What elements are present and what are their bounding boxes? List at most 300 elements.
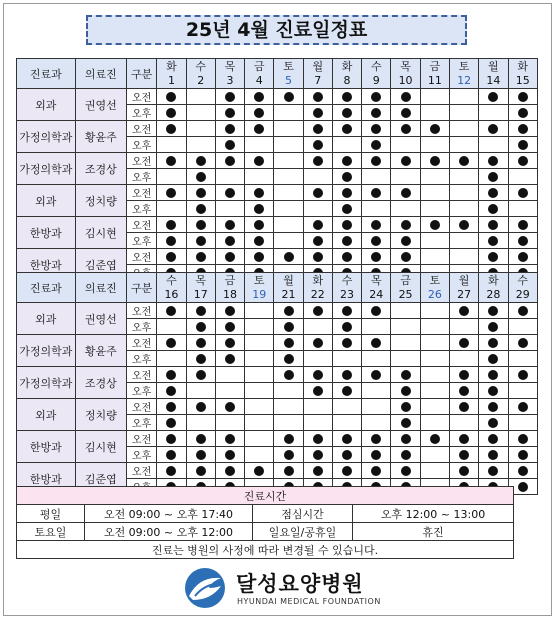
- schedule-cell: [420, 367, 449, 383]
- schedule-cell: [157, 249, 186, 265]
- schedule-header-row: [17, 59, 538, 89]
- date-number: 18: [222, 287, 237, 301]
- schedule-cell: [508, 137, 538, 153]
- department-cell: 외과: [17, 303, 76, 335]
- schedule-cell: [449, 463, 478, 479]
- schedule-cell: [186, 303, 215, 319]
- schedule-cell: [215, 217, 244, 233]
- schedule-cell: [449, 335, 478, 351]
- schedule-cell: [362, 399, 391, 415]
- date-number: 23: [340, 287, 355, 301]
- schedule-cell: [479, 217, 508, 233]
- schedule-cell: [449, 137, 478, 153]
- clinic-open-dot: [488, 220, 498, 230]
- schedule-cell: [420, 383, 449, 399]
- schedule-cell: [157, 217, 186, 233]
- holiday-label: 일요일/공휴일: [253, 523, 353, 541]
- date-number: 21: [281, 287, 296, 301]
- clinic-open-dot: [225, 402, 235, 412]
- doctor-header: 의료진: [75, 273, 126, 303]
- clinic-open-dot: [371, 434, 381, 444]
- clinic-open-dot: [518, 402, 528, 412]
- am-label: 오전: [127, 399, 157, 415]
- schedule-cell: [332, 367, 361, 383]
- date-number: 29: [515, 287, 530, 301]
- schedule-cell: [215, 463, 244, 479]
- schedule-cell: [479, 335, 508, 351]
- clinic-open-dot: [254, 156, 264, 166]
- date-number: 19: [252, 287, 267, 301]
- schedule-cell: [157, 201, 186, 217]
- foundation-name: HYUNDAI MEDICAL FOUNDATION: [237, 597, 381, 606]
- schedule-cell: [157, 137, 186, 153]
- schedule-cell: [332, 431, 361, 447]
- schedule-cell: [508, 303, 538, 319]
- schedule-cell: [332, 89, 361, 105]
- schedule-cell: [391, 303, 420, 319]
- schedule-cell: [362, 249, 391, 265]
- clinic-open-dot: [225, 466, 235, 476]
- schedule-cell: [274, 303, 303, 319]
- schedule-cell: [303, 217, 332, 233]
- clinic-open-dot: [313, 140, 323, 150]
- clinic-open-dot: [196, 236, 206, 246]
- schedule-cell: [508, 383, 538, 399]
- clinic-open-dot: [488, 354, 498, 364]
- clinic-open-dot: [518, 108, 528, 118]
- schedule-cell: [420, 185, 449, 201]
- weekday-label: 금: [224, 273, 236, 287]
- clinic-open-dot: [166, 92, 176, 102]
- weekday-label: 수: [370, 59, 382, 73]
- clinic-open-dot: [342, 450, 352, 460]
- schedule-cell: [332, 399, 361, 415]
- schedule-cell: [420, 303, 449, 319]
- pm-label: 오후: [127, 415, 157, 431]
- am-label: 오전: [127, 185, 157, 201]
- clinic-open-dot: [401, 252, 411, 262]
- schedule-cell: [274, 201, 303, 217]
- schedule-table-first-half: [16, 58, 538, 281]
- schedule-cell: [449, 383, 478, 399]
- schedule-cell: [362, 319, 391, 335]
- schedule-cell: [303, 153, 332, 169]
- schedule-cell: [479, 303, 508, 319]
- schedule-change-notice: 진료는 병원의 사정에 따라 변경될 수 있습니다.: [17, 541, 514, 559]
- clinic-open-dot: [254, 466, 264, 476]
- schedule-cell: [391, 351, 420, 367]
- date-number: 5: [285, 73, 292, 87]
- clinic-open-dot: [401, 434, 411, 444]
- clinic-open-dot: [196, 434, 206, 444]
- schedule-cell: [391, 169, 420, 185]
- lunch-label: 점심시간: [253, 505, 353, 523]
- clinic-open-dot: [284, 434, 294, 444]
- schedule-cell: [245, 249, 274, 265]
- clinic-open-dot: [313, 124, 323, 134]
- am-label: 오전: [127, 431, 157, 447]
- pm-label: 오후: [127, 447, 157, 463]
- date-number: 14: [486, 73, 501, 87]
- schedule-cell: [420, 121, 449, 137]
- clinic-open-dot: [342, 322, 352, 332]
- schedule-cell: [449, 367, 478, 383]
- clinic-open-dot: [313, 450, 323, 460]
- schedule-cell: [508, 249, 538, 265]
- schedule-cell: [332, 233, 361, 249]
- schedule-cell: [186, 153, 215, 169]
- schedule-cell: [420, 319, 449, 335]
- date-number: 17: [193, 287, 208, 301]
- schedule-cell: [186, 383, 215, 399]
- schedule-cell: [186, 121, 215, 137]
- schedule-cell: [332, 201, 361, 217]
- doctor-name-cell: 조경상: [75, 367, 126, 399]
- date-number: 3: [226, 73, 234, 87]
- clinic-open-dot: [284, 306, 294, 316]
- schedule-cell: [420, 463, 449, 479]
- clinic-open-dot: [166, 434, 176, 444]
- clinic-hours-table: [16, 486, 514, 559]
- am-label: 오전: [127, 121, 157, 137]
- schedule-cell: [215, 367, 244, 383]
- doctor-am-row: [17, 335, 538, 351]
- schedule-cell: [186, 249, 215, 265]
- department-cell: 외과: [17, 89, 76, 121]
- schedule-cell: [274, 153, 303, 169]
- clinic-open-dot: [488, 124, 498, 134]
- schedule-cell: [186, 463, 215, 479]
- clinic-open-dot: [488, 386, 498, 396]
- schedule-cell: [215, 319, 244, 335]
- schedule-cell: [303, 319, 332, 335]
- schedule-cell: [157, 121, 186, 137]
- clinic-open-dot: [284, 466, 294, 476]
- weekday-label: 수: [166, 273, 177, 287]
- schedule-cell: [391, 249, 420, 265]
- date-number: 24: [369, 287, 384, 301]
- doctor-am-row: [17, 121, 538, 137]
- schedule-cell: [479, 169, 508, 185]
- clinic-open-dot: [284, 450, 294, 460]
- schedule-cell: [157, 463, 186, 479]
- clinic-open-dot: [166, 338, 176, 348]
- weekday-label: 화: [166, 59, 177, 73]
- schedule-cell: [332, 447, 361, 463]
- schedule-cell: [332, 319, 361, 335]
- weekday-label: 목: [400, 59, 411, 73]
- clinic-open-dot: [430, 434, 440, 444]
- clinic-open-dot: [459, 466, 469, 476]
- schedule-cell: [303, 303, 332, 319]
- schedule-cell: [303, 169, 332, 185]
- weekday-label: 금: [429, 59, 441, 73]
- pm-label: 오후: [127, 169, 157, 185]
- clinic-open-dot: [401, 92, 411, 102]
- page-title: 25년 4월 진료일정표: [86, 15, 467, 45]
- schedule-cell: [245, 105, 274, 121]
- schedule-cell: [186, 169, 215, 185]
- schedule-cell: [157, 351, 186, 367]
- doctor-am-row: [17, 463, 538, 479]
- schedule-cell: [274, 169, 303, 185]
- schedule-cell: [186, 351, 215, 367]
- schedule-cell: [245, 415, 274, 431]
- schedule-cell: [391, 447, 420, 463]
- am-label: 오전: [127, 89, 157, 105]
- doctor-am-row: [17, 153, 538, 169]
- clinic-open-dot: [284, 252, 294, 262]
- schedule-cell: [479, 383, 508, 399]
- schedule-cell: [362, 185, 391, 201]
- clinic-hours-title: 진료시간: [17, 487, 514, 505]
- clinic-open-dot: [342, 236, 352, 246]
- schedule-cell: [391, 185, 420, 201]
- schedule-cell: [303, 185, 332, 201]
- clinic-open-dot: [342, 188, 352, 198]
- schedule-cell: [245, 399, 274, 415]
- department-cell: 외과: [17, 399, 76, 431]
- clinic-open-dot: [225, 188, 235, 198]
- schedule-cell: [508, 447, 538, 463]
- doctor-am-row: [17, 217, 538, 233]
- clinic-open-dot: [166, 386, 176, 396]
- clinic-open-dot: [518, 434, 528, 444]
- schedule-cell: [391, 137, 420, 153]
- clinic-open-dot: [225, 156, 235, 166]
- clinic-open-dot: [401, 418, 411, 428]
- schedule-cell: [362, 335, 391, 351]
- date-number: 26: [427, 287, 442, 301]
- clinic-open-dot: [401, 402, 411, 412]
- schedule-cell: [303, 351, 332, 367]
- clinic-open-dot: [284, 354, 294, 364]
- schedule-cell: [274, 351, 303, 367]
- clinic-open-dot: [196, 450, 206, 460]
- schedule-cell: [449, 351, 478, 367]
- schedule-cell: [479, 233, 508, 249]
- schedule-cell: [391, 415, 420, 431]
- date-number: 2: [197, 73, 205, 87]
- clinic-open-dot: [225, 140, 235, 150]
- schedule-cell: [420, 249, 449, 265]
- am-label: 오전: [127, 367, 157, 383]
- schedule-cell: [332, 383, 361, 399]
- schedule-cell: [449, 431, 478, 447]
- doctor-am-row: [17, 89, 538, 105]
- date-header-cell: [362, 59, 391, 89]
- schedule-cell: [274, 415, 303, 431]
- schedule-cell: [303, 431, 332, 447]
- clinic-open-dot: [401, 156, 411, 166]
- clinic-open-dot: [284, 322, 294, 332]
- clinic-open-dot: [225, 306, 235, 316]
- schedule-cell: [157, 169, 186, 185]
- schedule-cell: [303, 367, 332, 383]
- clinic-open-dot: [254, 236, 264, 246]
- schedule-cell: [303, 137, 332, 153]
- clinic-open-dot: [371, 92, 381, 102]
- doctor-name-cell: 김시현: [75, 217, 126, 249]
- schedule-cell: [245, 303, 274, 319]
- clinic-open-dot: [488, 252, 498, 262]
- date-header-cell: [303, 59, 332, 89]
- date-number: 1: [167, 73, 175, 87]
- schedule-cell: [186, 201, 215, 217]
- clinic-open-dot: [166, 306, 176, 316]
- schedule-cell: [274, 217, 303, 233]
- clinic-open-dot: [254, 108, 264, 118]
- schedule-cell: [245, 201, 274, 217]
- weekday-label: 월: [488, 59, 499, 73]
- schedule-cell: [245, 153, 274, 169]
- schedule-cell: [215, 201, 244, 217]
- schedule-cell: [274, 399, 303, 415]
- clinic-open-dot: [166, 108, 176, 118]
- clinic-open-dot: [342, 92, 352, 102]
- schedule-cell: [215, 447, 244, 463]
- schedule-cell: [391, 335, 420, 351]
- clinic-open-dot: [196, 188, 206, 198]
- doctor-am-row: [17, 367, 538, 383]
- schedule-cell: [391, 105, 420, 121]
- schedule-cell: [186, 233, 215, 249]
- clinic-open-dot: [518, 252, 528, 262]
- department-cell: 한방과: [17, 431, 76, 463]
- schedule-cell: [215, 169, 244, 185]
- schedule-cell: [215, 303, 244, 319]
- schedule-cell: [157, 319, 186, 335]
- clinic-open-dot: [459, 306, 469, 316]
- clinic-open-dot: [313, 220, 323, 230]
- clinic-open-dot: [196, 306, 206, 316]
- schedule-cell: [186, 367, 215, 383]
- schedule-cell: [508, 185, 538, 201]
- schedule-cell: [332, 335, 361, 351]
- schedule-cell: [274, 249, 303, 265]
- department-cell: 한방과: [17, 217, 76, 249]
- clinic-open-dot: [488, 370, 498, 380]
- schedule-cell: [245, 447, 274, 463]
- date-number: 4: [255, 73, 263, 87]
- schedule-cell: [391, 201, 420, 217]
- schedule-cell: [332, 463, 361, 479]
- schedule-cell: [508, 463, 538, 479]
- clinic-open-dot: [430, 156, 440, 166]
- pm-label: 오후: [127, 351, 157, 367]
- clinic-open-dot: [313, 156, 323, 166]
- schedule-cell: [508, 89, 538, 105]
- schedule-cell: [508, 153, 538, 169]
- schedule-header-row: [17, 273, 538, 303]
- date-number: 15: [515, 73, 530, 87]
- schedule-cell: [362, 169, 391, 185]
- schedule-cell: [479, 201, 508, 217]
- clinic-open-dot: [284, 92, 294, 102]
- weekday-label: 목: [224, 59, 236, 73]
- schedule-cell: [362, 233, 391, 249]
- schedule-cell: [449, 153, 478, 169]
- pm-label: 오후: [127, 105, 157, 121]
- schedule-cell: [362, 447, 391, 463]
- clinic-open-dot: [401, 370, 411, 380]
- type-header: 구분: [127, 273, 157, 303]
- clinic-open-dot: [401, 220, 411, 230]
- clinic-open-dot: [488, 466, 498, 476]
- schedule-cell: [274, 383, 303, 399]
- clinic-open-dot: [371, 108, 381, 118]
- saturday-time: 오전 09:00 ~ 오후 12:00: [85, 523, 253, 541]
- doctor-header: 의료진: [75, 59, 126, 89]
- schedule-cell: [508, 415, 538, 431]
- schedule-cell: [508, 431, 538, 447]
- clinic-open-dot: [371, 124, 381, 134]
- department-cell: 가정의학과: [17, 367, 76, 399]
- clinic-open-dot: [313, 236, 323, 246]
- schedule-cell: [274, 233, 303, 249]
- doctor-am-row: [17, 399, 538, 415]
- clinic-open-dot: [371, 236, 381, 246]
- saturday-label: 토요일: [17, 523, 85, 541]
- date-number: 9: [372, 73, 380, 87]
- clinic-open-dot: [518, 92, 528, 102]
- schedule-cell: [391, 383, 420, 399]
- schedule-cell: [449, 399, 478, 415]
- saturday-hours-row: [17, 523, 514, 541]
- date-header-cell: [186, 59, 215, 89]
- date-number: 7: [314, 73, 322, 87]
- department-cell: 한방과: [17, 249, 76, 281]
- clinic-open-dot: [225, 354, 235, 364]
- hospital-name: 달성요양병원: [236, 572, 364, 596]
- clinic-open-dot: [166, 188, 176, 198]
- schedule-cell: [186, 105, 215, 121]
- schedule-cell: [362, 201, 391, 217]
- schedule-cell: [391, 153, 420, 169]
- schedule-cell: [420, 217, 449, 233]
- date-header-cell: [420, 59, 449, 89]
- clinic-open-dot: [371, 370, 381, 380]
- clinic-open-dot: [166, 418, 176, 428]
- clinic-open-dot: [196, 322, 206, 332]
- schedule-cell: [157, 335, 186, 351]
- schedule-cell: [391, 367, 420, 383]
- schedule-cell: [420, 233, 449, 249]
- clinic-open-dot: [284, 338, 294, 348]
- schedule-cell: [332, 249, 361, 265]
- weekday-label: 토: [458, 59, 470, 73]
- date-number: 11: [427, 73, 442, 87]
- schedule-cell: [157, 447, 186, 463]
- schedule-cell: [420, 431, 449, 447]
- clinic-open-dot: [342, 252, 352, 262]
- clinic-open-dot: [166, 220, 176, 230]
- clinic-open-dot: [459, 434, 469, 444]
- clinic-open-dot: [225, 236, 235, 246]
- clinic-open-dot: [371, 450, 381, 460]
- schedule-cell: [479, 415, 508, 431]
- schedule-cell: [479, 121, 508, 137]
- clinic-open-dot: [313, 108, 323, 118]
- schedule-cell: [245, 351, 274, 367]
- schedule-cell: [508, 217, 538, 233]
- schedule-cell: [215, 351, 244, 367]
- schedule-cell: [449, 447, 478, 463]
- schedule-cell: [420, 201, 449, 217]
- schedule-cell: [479, 319, 508, 335]
- schedule-cell: [479, 185, 508, 201]
- schedule-cell: [449, 201, 478, 217]
